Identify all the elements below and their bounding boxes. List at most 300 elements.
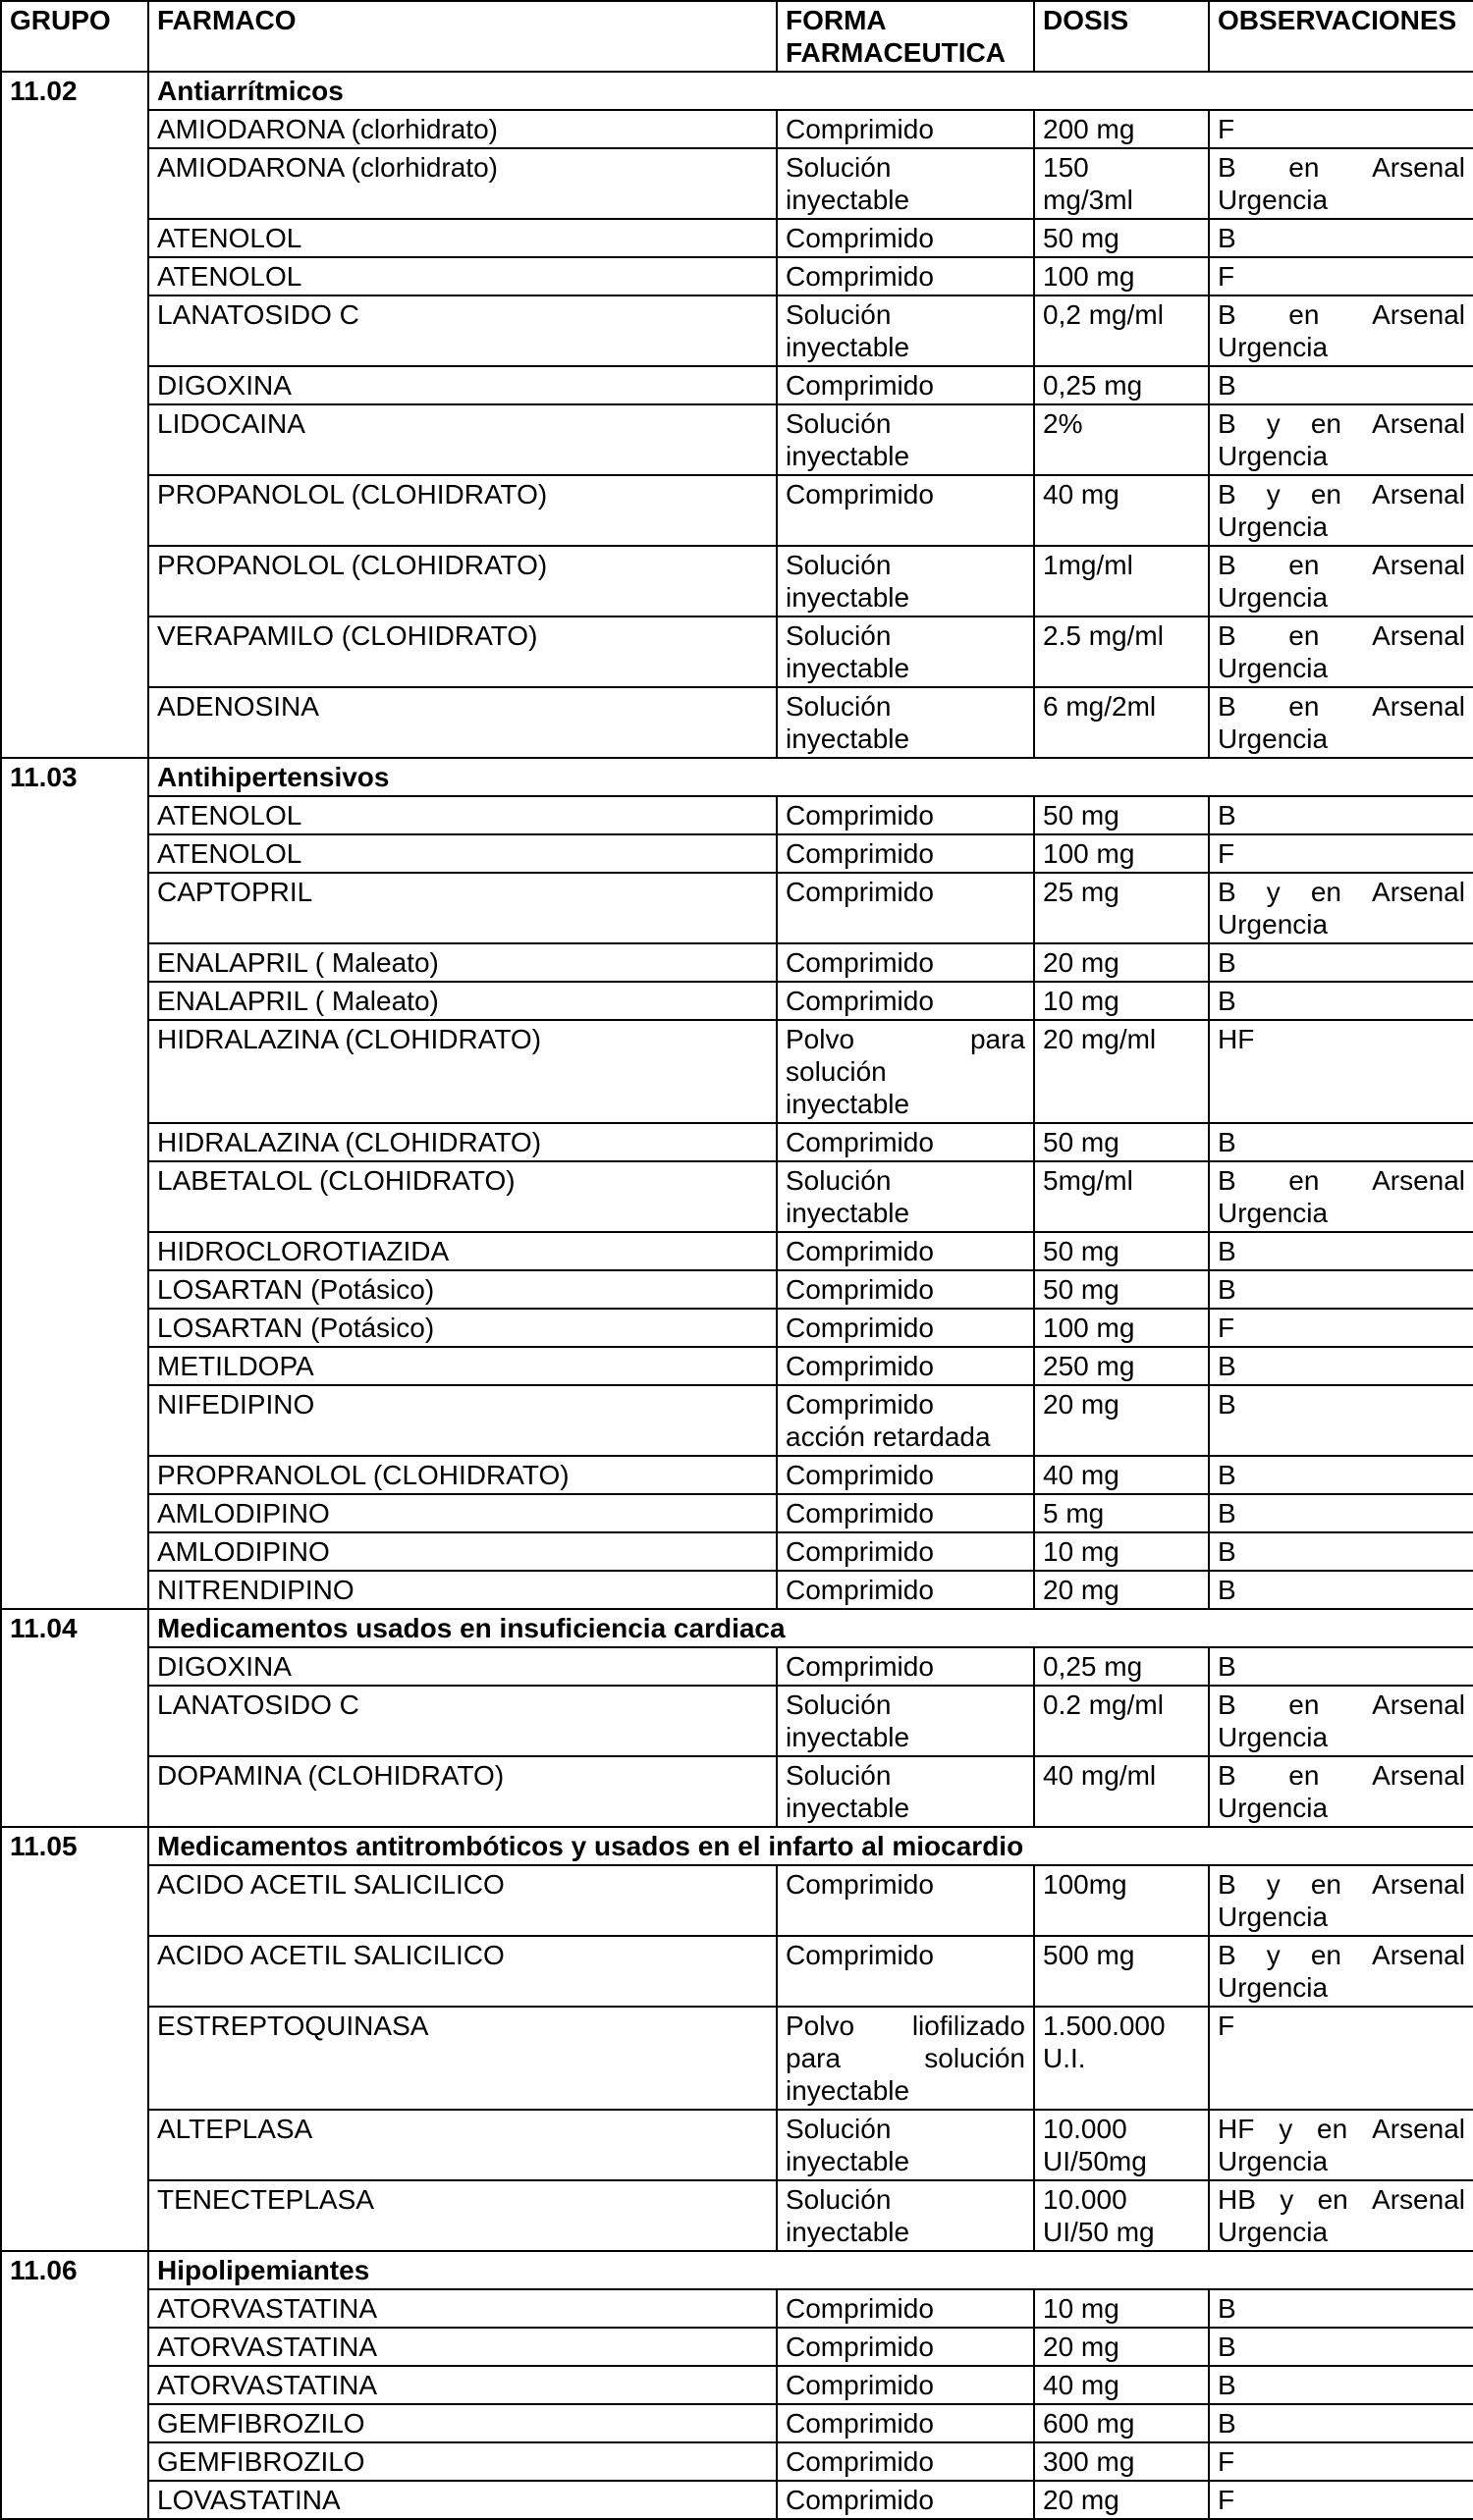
cell-text-line: B [1218,370,1236,401]
obs-cell [1209,796,1473,834]
cell-word: Arsenal [1372,1689,1465,1720]
obs-cell [1209,2366,1473,2404]
cell-text-line: OBSERVACIONES [1218,5,1457,35]
obs-cell [1209,2289,1473,2328]
dosis-cell [1034,1532,1209,1571]
cell-text-line: 11.04 [10,1613,78,1643]
dosis-cell [1034,982,1209,1020]
cell-text-line [1218,876,1465,908]
cell-text-line [1218,619,1465,652]
drug-row [1,1309,1473,1347]
cell-text-line: ESTREPTOQUINASA [157,2011,429,2041]
cell-word: Arsenal [1372,408,1465,439]
dosis-cell [1034,2481,1209,2519]
cell-text-line: Solución [786,550,892,580]
cell-word: Arsenal [1372,479,1465,509]
farmaco-cell [148,2007,777,2110]
drug-row [1,1232,1473,1270]
cell-text-line: ENALAPRIL ( Maleato) [157,947,439,978]
cell-text-line: 200 mg [1043,114,1135,144]
forma-cell [777,2481,1034,2519]
forma-cell [777,2328,1034,2366]
cell-text-line: Comprimido [786,1536,934,1567]
cell-text-line [1218,2113,1465,2145]
cell-text-line: Urgencia [1218,653,1329,683]
dosis-cell [1034,1123,1209,1161]
forma-cell [777,1865,1034,1936]
cell-word: en [1310,1869,1341,1900]
farmaco-cell [148,257,777,295]
cell-text-line: Solución [786,1165,892,1196]
section-row [1,72,1473,110]
section-title-cell [148,1827,1473,1865]
obs-cell [1209,546,1473,617]
cell-word: y [1280,2184,1294,2215]
cell-word: Arsenal [1372,1760,1465,1791]
forma-cell [777,1756,1034,1827]
cell-text-line: ACIDO ACETIL SALICILICO [157,1940,505,1970]
cell-word: liofilizado [911,2011,1025,2041]
forma-cell [777,546,1034,617]
farmaco-cell [148,366,777,404]
farmaco-cell [148,2481,777,2519]
cell-text-line: 50 mg [1043,1127,1119,1157]
cell-text-line: F [1218,114,1235,144]
forma-cell [777,873,1034,943]
cell-text-line: B [1218,2408,1236,2439]
cell-text-line: B [1218,2293,1236,2324]
obs-cell [1209,2404,1473,2442]
cell-word: en [1288,620,1320,651]
obs-cell [1209,1936,1473,2007]
cell-text-line: F [1218,2446,1235,2477]
cell-text-line: 10 mg [1043,2293,1119,2324]
cell-word: para [969,1024,1025,1054]
cell-text-line: Urgencia [1218,582,1329,613]
cell-text-line: inyectable [786,724,910,754]
forma-cell [777,1347,1034,1385]
group-id-cell [1,1609,148,1827]
forma-cell [777,1123,1034,1161]
obs-cell [1209,1232,1473,1270]
dosis-cell [1034,110,1209,148]
cell-text-line [786,2042,1025,2074]
column-header-forma [777,1,1034,72]
cell-text-line: 20 mg [1043,947,1119,978]
farmaco-cell [148,2366,777,2404]
forma-cell [777,1020,1034,1123]
forma-cell [777,1936,1034,2007]
obs-cell [1209,1020,1473,1123]
forma-cell [777,2180,1034,2251]
cell-text-line: Comprimido [786,2485,934,2515]
cell-text-line: Comprimido [786,1869,934,1900]
cell-text-line: Antihipertensivos [157,762,390,792]
cell-text-line: LABETALOL (CLOHIDRATO) [157,1165,516,1196]
dosis-cell [1034,1161,1209,1232]
cell-text-line: F [1218,2485,1235,2515]
group-id-cell [1,1827,148,2251]
drug-row [1,404,1473,475]
cell-text-line: 100 mg [1043,261,1135,292]
farmaco-cell [148,1232,777,1270]
forma-cell [777,2007,1034,2110]
drug-row [1,366,1473,404]
drug-row [1,2007,1473,2110]
cell-text-line: UI/50mg [1043,2146,1147,2176]
farmaco-cell [148,834,777,873]
drug-row [1,1494,1473,1532]
cell-text-line: Solución [786,2114,892,2144]
cell-text-line: B [1218,1575,1236,1605]
cell-text-line: NITRENDIPINO [157,1575,355,1605]
cell-text-line: FARMACEUTICA [786,37,1006,68]
cell-text-line: ATENOLOL [157,800,302,831]
farmaco-cell [148,2180,777,2251]
cell-text-line: inyectable [786,441,910,471]
farmaco-cell [148,2110,777,2180]
cell-text-line: ATENOLOL [157,223,302,253]
forma-cell [777,110,1034,148]
cell-text-line: DOPAMINA (CLOHIDRATO) [157,1760,505,1791]
cell-text-line: HIDRALAZINA (CLOHIDRATO) [157,1127,542,1157]
dosis-cell [1034,2404,1209,2442]
forma-cell [777,295,1034,366]
cell-text-line [1218,1868,1465,1901]
obs-cell [1209,1756,1473,1827]
forma-cell [777,834,1034,873]
dosis-cell [1034,2442,1209,2481]
cell-text-line: inyectable [786,2075,910,2106]
obs-cell [1209,2328,1473,2366]
cell-word: B [1218,620,1236,651]
dosis-cell [1034,366,1209,404]
drug-row [1,148,1473,219]
farmaco-cell [148,1936,777,2007]
cell-text-line: Solución [786,408,892,439]
cell-text-line: 250 mg [1043,1351,1135,1381]
drug-row [1,2366,1473,2404]
forma-cell [777,2442,1034,2481]
cell-word: y [1266,877,1281,907]
cell-text-line: F [1218,838,1235,869]
drug-row [1,1385,1473,1456]
forma-cell [777,1232,1034,1270]
obs-cell [1209,834,1473,873]
cell-text-line: ENALAPRIL ( Maleato) [157,986,439,1016]
cell-text-line: DIGOXINA [157,370,292,401]
obs-cell [1209,873,1473,943]
cell-text-line: PROPANOLOL (CLOHIDRATO) [157,479,548,509]
drug-row [1,687,1473,758]
forma-cell [777,1385,1034,1456]
drug-row [1,1270,1473,1309]
drug-row [1,834,1473,873]
column-header-obs [1209,1,1473,72]
cell-text-line: PROPRANOLOL (CLOHIDRATO) [157,1460,570,1490]
cell-text-line: Comprimido [786,1575,934,1605]
dosis-cell [1034,1571,1209,1609]
cell-text-line: Comprimido [786,1940,934,1970]
cell-text-line: Comprimido [786,223,934,253]
forma-cell [777,943,1034,982]
obs-cell [1209,1494,1473,1532]
cell-text-line: 100mg [1043,1869,1127,1900]
cell-word: Arsenal [1372,1940,1465,1970]
table-header [1,1,1473,72]
cell-word: y [1266,479,1281,509]
dosis-cell [1034,1936,1209,2007]
farmaco-cell [148,1020,777,1123]
cell-text-line: 0,25 mg [1043,370,1143,401]
cell-text-line: 50 mg [1043,1274,1119,1305]
cell-text-line: HIDROCLOROTIAZIDA [157,1236,450,1266]
drug-row [1,1347,1473,1385]
dosis-cell [1034,1865,1209,1936]
cell-text-line: 10.000 [1043,2184,1127,2215]
cell-text-line: LANATOSIDO C [157,1689,359,1720]
farmaco-cell [148,1756,777,1827]
drug-row [1,219,1473,257]
cell-text-line: Urgencia [1218,2217,1329,2247]
cell-text-line: 1mg/ml [1043,550,1133,580]
dosis-cell [1034,219,1209,257]
drug-row [1,1865,1473,1936]
cell-word: B [1218,1940,1236,1970]
cell-text-line: 10.000 [1043,2114,1127,2144]
drug-row [1,1686,1473,1756]
dosis-cell [1034,1456,1209,1494]
cell-text-line: Comprimido [786,2293,934,2324]
section-row [1,758,1473,796]
group-id-cell [1,758,148,1609]
cell-word: B [1218,1689,1236,1720]
dosis-cell [1034,796,1209,834]
cell-text-line: 100 mg [1043,1313,1135,1343]
cell-text-line: FORMA [786,5,887,35]
cell-word: B [1218,408,1236,439]
cell-text-line: 2% [1043,408,1083,439]
drug-row [1,1161,1473,1232]
cell-text-line: B [1218,800,1236,831]
cell-text-line: DOSIS [1043,5,1129,35]
cell-text-line: Hipolipemiantes [157,2255,370,2285]
cell-text-line [1218,1759,1465,1792]
column-header-grupo [1,1,148,72]
obs-cell [1209,1532,1473,1571]
cell-word: Arsenal [1372,2114,1465,2144]
farmaco-cell [148,404,777,475]
cell-text-line: Urgencia [1218,511,1329,542]
group-id-cell [1,2251,148,2519]
farmaco-cell [148,110,777,148]
obs-cell [1209,687,1473,758]
cell-word: Arsenal [1372,299,1465,330]
cell-text-line: ATORVASTATINA [157,2370,378,2400]
cell-text-line: 300 mg [1043,2446,1135,2477]
cell-text-line: 11.02 [10,76,78,106]
dosis-cell [1034,2110,1209,2180]
section-title-cell [148,1609,1473,1647]
forma-cell [777,1456,1034,1494]
cell-text-line: AMLODIPINO [157,1498,330,1528]
drug-row [1,546,1473,617]
forma-cell [777,366,1034,404]
dosis-cell [1034,2366,1209,2404]
cell-word: en [1288,299,1320,330]
section-row [1,1827,1473,1865]
obs-cell [1209,617,1473,687]
cell-word: en [1288,550,1320,580]
farmaco-cell [148,1347,777,1385]
cell-word: Arsenal [1372,877,1465,907]
cell-word: Arsenal [1372,691,1465,722]
farmaco-cell [148,982,777,1020]
obs-cell [1209,1270,1473,1309]
cell-text-line: GEMFIBROZILO [157,2408,365,2439]
cell-text-line [1218,690,1465,723]
drug-row [1,982,1473,1020]
cell-text-line: GEMFIBROZILO [157,2446,365,2477]
farmaco-cell [148,1865,777,1936]
cell-text-line: 40 mg/ml [1043,1760,1157,1791]
forma-cell [777,148,1034,219]
farmaco-cell [148,1686,777,1756]
cell-text-line: B [1218,986,1236,1016]
cell-text-line: 0,2 mg/ml [1043,299,1164,330]
cell-text-line: 11.03 [10,762,78,792]
cell-text-line: Urgencia [1218,2146,1329,2176]
obs-cell [1209,219,1473,257]
obs-cell [1209,148,1473,219]
obs-cell [1209,2110,1473,2180]
obs-cell [1209,1647,1473,1686]
cell-text-line: 20 mg [1043,1389,1119,1420]
cell-text-line: Urgencia [1218,332,1329,362]
cell-word: B [1218,152,1236,183]
cell-text-line: B [1218,1389,1236,1420]
cell-text-line: Urgencia [1218,909,1329,939]
drug-row [1,2442,1473,2481]
obs-cell [1209,110,1473,148]
cell-text-line: TENECTEPLASA [157,2184,374,2215]
drug-row [1,1647,1473,1686]
cell-text-line: Comprimido [786,986,934,1016]
cell-text-line: 6 mg/2ml [1043,691,1157,722]
cell-text-line: B [1218,1498,1236,1528]
forma-cell [777,687,1034,758]
farmaco-cell [148,943,777,982]
farmaco-cell [148,2328,777,2366]
dosis-cell [1034,2007,1209,2110]
cell-text-line: Comprimido [786,2332,934,2362]
cell-text-line: 20 mg [1043,2332,1119,2362]
farmaco-cell [148,1532,777,1571]
cell-word: y [1266,408,1281,439]
cell-text-line: Medicamentos antitrombóticos y usados en el infarto al miocardio [157,1831,1024,1861]
forma-cell [777,2366,1034,2404]
dosis-cell [1034,404,1209,475]
cell-text-line: 50 mg [1043,800,1119,831]
obs-cell [1209,1571,1473,1609]
drug-row [1,2404,1473,2442]
cell-text-line: Comprimido [786,479,934,509]
cell-text-line: ATORVASTATINA [157,2332,378,2362]
cell-text-line [1218,1939,1465,1971]
farmaco-cell [148,295,777,366]
cell-word: B [1218,877,1236,907]
cell-text-line: Comprimido [786,1389,934,1420]
cell-word: para [786,2043,842,2073]
cell-word: B [1218,550,1236,580]
cell-text-line: 20 mg/ml [1043,1024,1157,1054]
cell-text-line: inyectable [786,332,910,362]
cell-word: Polvo [786,1024,855,1054]
cell-word: Arsenal [1372,620,1465,651]
forma-cell [777,1532,1034,1571]
forma-cell [777,404,1034,475]
forma-cell [777,1494,1034,1532]
farmaco-cell [148,873,777,943]
cell-text-line: Solución [786,620,892,651]
cell-text-line: 50 mg [1043,1236,1119,1266]
obs-cell [1209,475,1473,546]
dosis-cell [1034,1756,1209,1827]
cell-text-line: B [1218,1274,1236,1305]
drug-row [1,2289,1473,2328]
drug-row [1,2110,1473,2180]
cell-text-line: Comprimido [786,947,934,978]
cell-text-line: 50 mg [1043,223,1119,253]
forma-cell [777,796,1034,834]
cell-text-line: Comprimido [786,114,934,144]
cell-text-line: LOSARTAN (Potásico) [157,1313,435,1343]
farmaco-cell [148,1494,777,1532]
cell-word: Arsenal [1372,550,1465,580]
farmaco-cell [148,219,777,257]
obs-cell [1209,2007,1473,2110]
dosis-cell [1034,943,1209,982]
cell-text-line: Comprimido [786,1274,934,1305]
cell-text-line: 11.05 [10,1831,78,1861]
cell-text-line: 11.06 [10,2255,78,2285]
cell-text-line: inyectable [786,1793,910,1823]
obs-cell [1209,1123,1473,1161]
obs-cell [1209,366,1473,404]
farmaco-cell [148,148,777,219]
forma-cell [777,2110,1034,2180]
drug-row [1,796,1473,834]
forma-cell [777,1309,1034,1347]
cell-text-line: AMIODARONA (clorhidrato) [157,152,498,183]
cell-text-line: inyectable [786,1089,910,1119]
cell-text-line: DIGOXINA [157,1651,292,1682]
cell-text-line: Comprimido [786,2446,934,2477]
cell-text-line: ATENOLOL [157,261,302,292]
farmaco-cell [148,475,777,546]
cell-text-line: B [1218,1536,1236,1567]
cell-text-line: F [1218,2011,1235,2041]
cell-word: B [1218,479,1236,509]
dosis-cell [1034,1232,1209,1270]
dosis-cell [1034,1020,1209,1123]
cell-text-line: 40 mg [1043,1460,1119,1490]
cell-text-line: Urgencia [1218,1972,1329,2003]
drug-row [1,1456,1473,1494]
cell-text-line: GRUPO [10,5,111,35]
obs-cell [1209,1456,1473,1494]
farmaco-cell [148,1270,777,1309]
